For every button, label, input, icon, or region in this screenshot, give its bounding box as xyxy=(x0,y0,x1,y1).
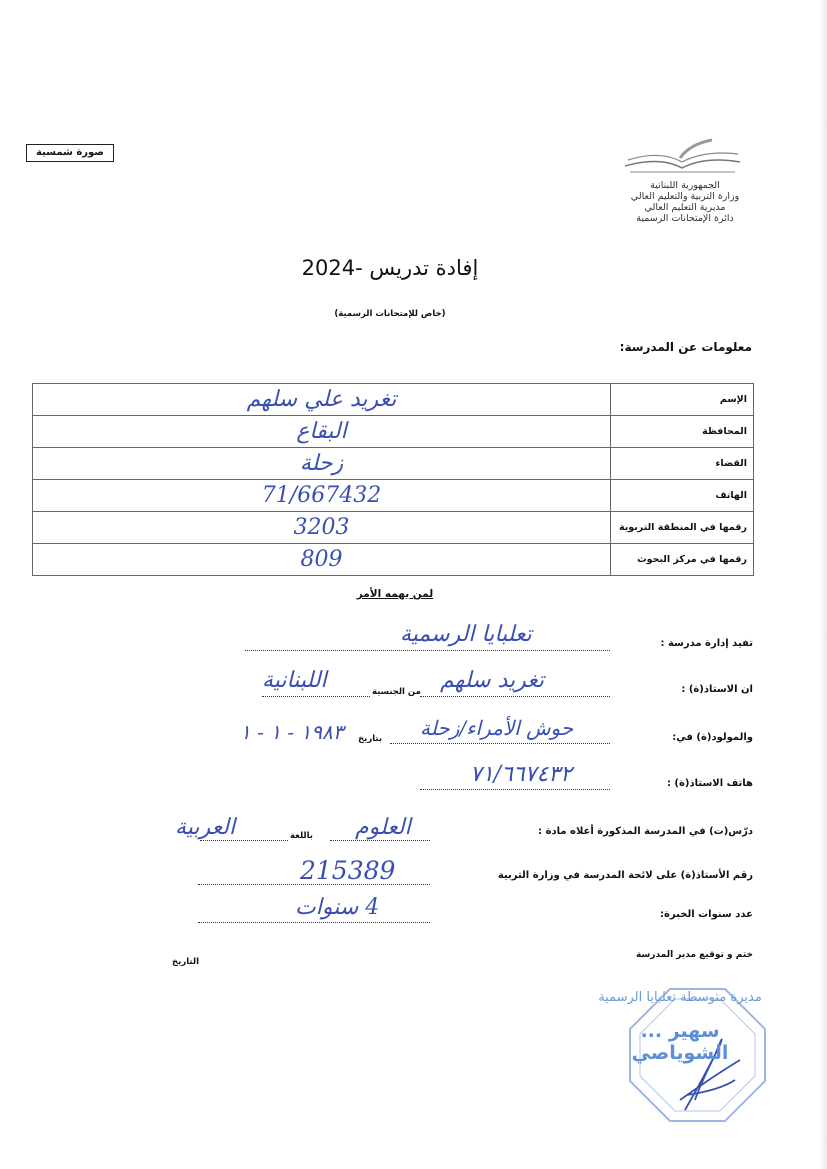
nationality-label: من الجنسية xyxy=(372,687,421,697)
teacher-phone-value: ٧١/٦٦٧٤٣٢ xyxy=(470,762,572,787)
table-row xyxy=(33,544,754,576)
subtitle: (خاص للإمتحانات الرسمية) xyxy=(334,309,446,319)
taught-label: درّس(ت) في المدرسة المذكورة أعلاه مادة : xyxy=(538,826,753,837)
nationality-value: اللبنانية xyxy=(262,668,327,693)
stamp-signature-label: ختم و توقيع مدير المدرسة xyxy=(635,950,753,960)
school-section-heading: معلومات عن المدرسة: xyxy=(619,340,752,354)
born-date-value: ١٩٨٣ - ١ - ١ xyxy=(240,720,344,744)
stamp-line-2: سهير ... الشوياصي xyxy=(631,1020,729,1064)
date-footer-label: التاريخ xyxy=(172,957,199,967)
table-row xyxy=(33,480,754,512)
teacher-value: تغريد سلهم xyxy=(440,668,545,693)
district-label: القضاء xyxy=(611,448,754,480)
school-admin-value: تعلبايا الرسمية xyxy=(400,622,532,647)
district-value: زحلة xyxy=(33,448,611,480)
teacher-number-value: 215389 xyxy=(300,856,396,885)
nationality-line xyxy=(262,696,370,697)
teacher-line xyxy=(420,696,610,697)
ministry-logo-icon xyxy=(620,138,745,178)
subject-value: العلوم xyxy=(355,815,411,840)
photo-box xyxy=(26,144,114,162)
to-whom-heading: لمن يهمه الأمر xyxy=(356,588,434,600)
teacher-number-label: رقم الأستاذ(ة) على لائحة المدرسة في وزارة التربية xyxy=(497,870,753,881)
school-admin-label: تفيد إدارة مدرسة : xyxy=(660,638,753,649)
phone-line xyxy=(420,789,610,790)
language-line xyxy=(200,840,288,841)
table-row xyxy=(33,448,754,480)
table-row xyxy=(33,416,754,448)
table-row xyxy=(33,512,754,544)
governorate-label: المحافظة xyxy=(611,416,754,448)
phone-value: 71/667432 xyxy=(33,480,611,512)
school-info-table xyxy=(32,383,754,576)
experience-line xyxy=(198,922,430,923)
born-place-line xyxy=(390,743,610,744)
ministry-line: مديرية التعليم العالي xyxy=(644,202,726,213)
scan-edge xyxy=(819,0,827,1169)
governorate-value: البقاع xyxy=(33,416,611,448)
school-name-value: تغريد علي سلهم xyxy=(33,384,611,416)
stamp-line-1: مديرة متوسطة تعلبايا الرسمية xyxy=(598,990,762,1005)
born-place-value: حوش الأمراء/زحلة xyxy=(420,716,574,740)
experience-label: عدد سنوات الخبرة: xyxy=(660,909,753,920)
experience-value: 4 سنوات xyxy=(295,895,380,920)
research-center-number-value: 809 xyxy=(33,544,611,576)
teacher-label: ان الاستاذ(ة) : xyxy=(681,684,753,695)
school-name-label: الإسم xyxy=(611,384,754,416)
ministry-line: الجمهورية اللبنانية xyxy=(650,180,720,191)
page-title: إفادة تدريس -2024 xyxy=(301,256,479,280)
language-value: العربية xyxy=(175,815,236,840)
table-row xyxy=(33,384,754,416)
region-number-value: 3203 xyxy=(33,512,611,544)
subject-line xyxy=(330,840,430,841)
research-center-number-label: رقمها في مركز البحوث xyxy=(611,544,754,576)
region-number-label: رقمها في المنطقة التربوية xyxy=(611,512,754,544)
photo-box-label: صورة شمسية xyxy=(36,147,104,158)
school-admin-line xyxy=(245,650,610,651)
ministry-line: وزارة التربية والتعليم العالي xyxy=(630,191,740,202)
date-label: بتاريخ xyxy=(358,734,383,744)
phone-label: هاتف الاستاذ(ة) : xyxy=(666,778,753,789)
born-label: والمولود(ة) في: xyxy=(672,732,753,743)
ministry-line: دائرة الإمتحانات الرسمية xyxy=(636,213,734,224)
phone-label: الهاتف xyxy=(611,480,754,512)
ministry-header xyxy=(610,180,760,224)
language-label: باللغة xyxy=(290,831,313,841)
